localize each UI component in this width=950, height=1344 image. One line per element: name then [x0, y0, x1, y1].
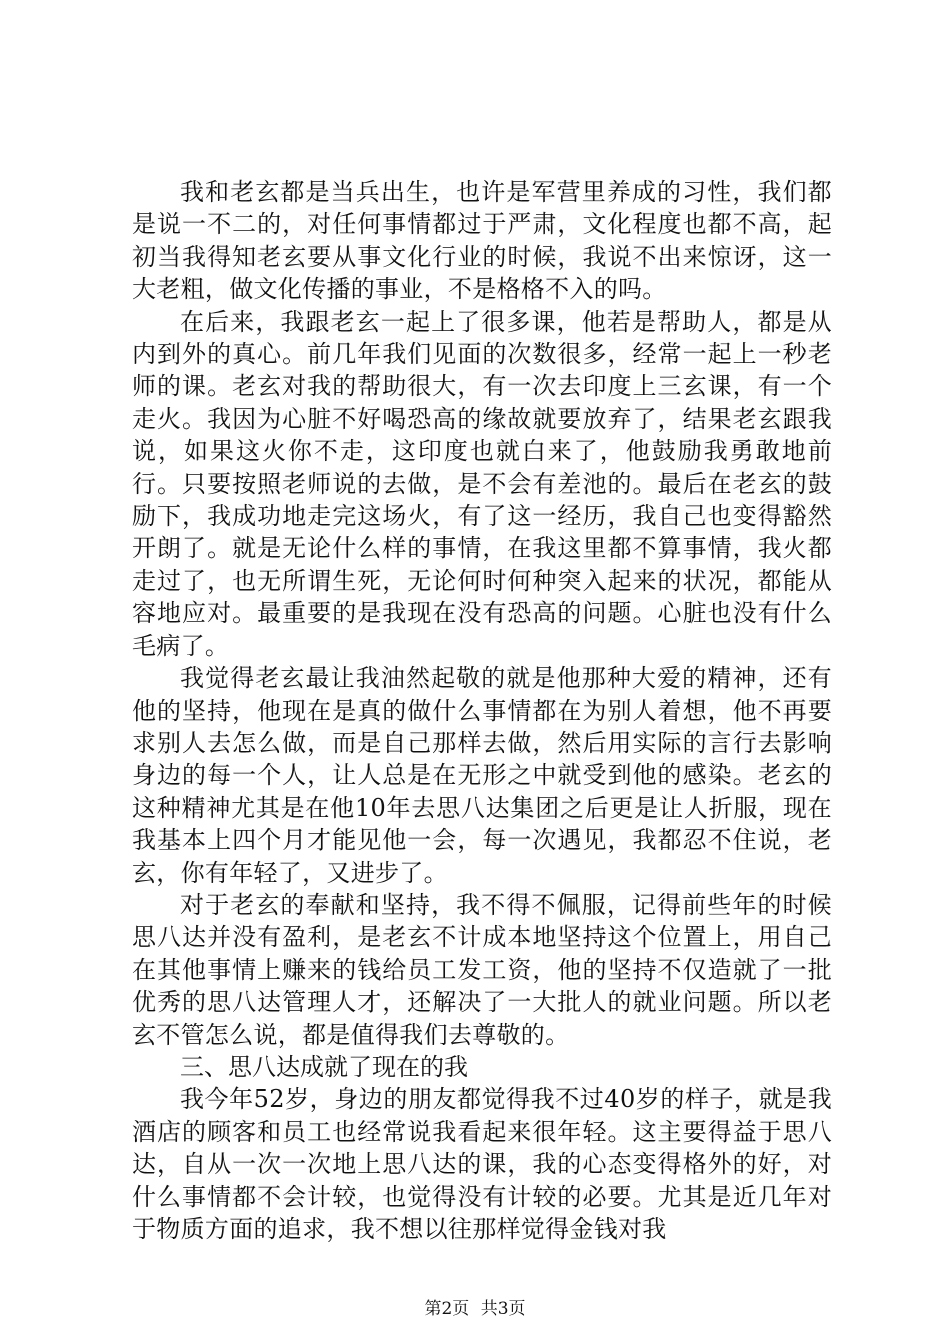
- page-total: 共3页: [480, 1299, 526, 1319]
- page-number: 第2页: [424, 1299, 470, 1319]
- paragraph-4: 对于老玄的奉献和坚持，我不得不佩服，记得前些年的时候思八达并没有盈利，是老玄不计成本地坚持这个位置上，用自己在其他事情上赚来的钱给员工发工资，他的坚持不仅造就了一批优秀的思八达管理人才，还解决了一大批人的就业问题。所以老玄不管怎么说，都是值得我们去尊敬的。: [132, 890, 832, 1049]
- paragraph-5: 我今年52岁，身边的朋友都觉得我不过40岁的样子，就是我酒店的顾客和员工也经常说我看起来很年轻。这主要得益于思八达，自从一次一次地上思八达的课，我的心态变得格外的好，对什么事情都不会计较，也觉得没有计较的必要。尤其是近几年对于物质方面的追求，我不想以往那样觉得金钱对我: [132, 1085, 832, 1243]
- paragraph-1: 我和老玄都是当兵出生，也许是军营里养成的习性，我们都是说一不二的，对任何事情都过于严肃，文化程度也都不高，起初当我得知老玄要从事文化行业的时候，我说不出来惊讶，这一大老粗，做文化传播的事业，不是格格不入的吗。: [132, 178, 832, 304]
- page-footer: [0, 1294, 950, 1319]
- paragraph-3: 我觉得老玄最让我油然起敬的就是他那种大爱的精神，还有他的坚持，他现在是真的做什么事情都在为别人着想，他不再要求别人去怎么做，而是自己那样去做，然后用实际的言行去影响身边的每一个人，让人总是在无形之中就受到他的感染。老玄的这种精神尤其是在他10年去思八达集团之后更是让人折服，现在我基本上四个月才能见他一会，每一次遇见，我都忍不住说，老玄，你有年轻了，又进步了。: [132, 664, 832, 887]
- paragraph-2: 在后来，我跟老玄一起上了很多课，他若是帮助人，都是从内到外的真心。前几年我们见面的次数很多，经常一起上一秒老师的课。老玄对我的帮助很大，有一次去印度上三玄课，有一个走火。我因为心脏不好喝恐高的缘故就要放弃了，结果老玄跟我说，如果这火你不走，这印度也就白来了，他鼓励我勇敢地前行。只要按照老师说的去做，是不会有差池的。最后在老玄的鼓励下，我成功地走完这场火，有了这一经历，我自己也变得豁然开朗了。就是无论什么样的事情，在我这里都不算事情，我火都走过了，也无所谓生死，无论何时何种突入起来的状况，都能从容地应对。最重要的是我现在没有恐高的问题。心脏也没有什么毛病了。: [132, 307, 832, 660]
- document-body: [132, 176, 832, 1245]
- section-heading: 三、思八达成就了现在的我: [180, 1052, 468, 1081]
